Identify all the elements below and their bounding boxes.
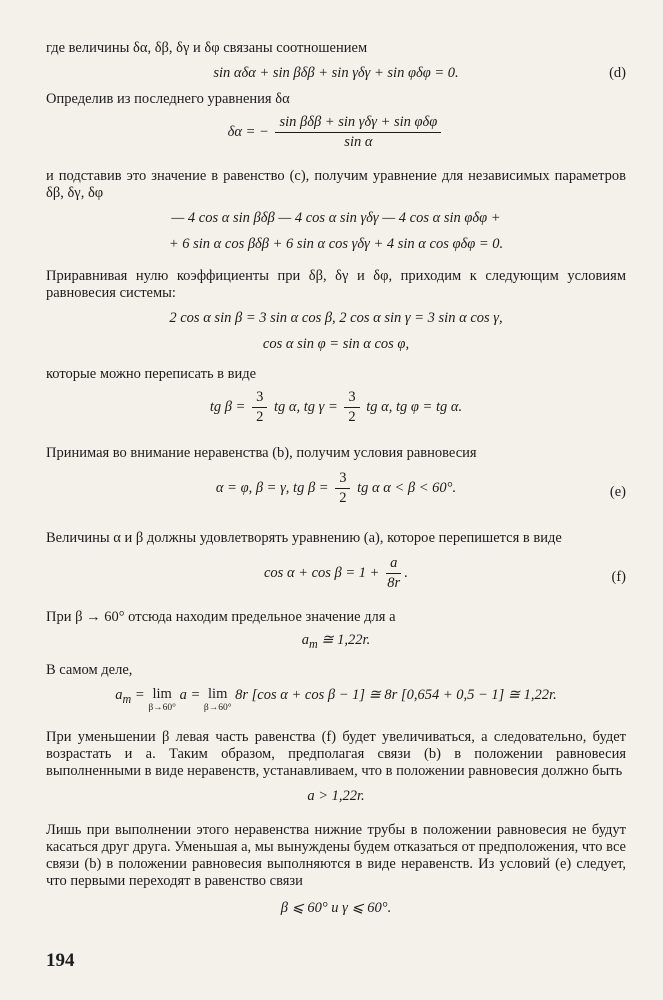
equation-inequality: a > 1,22r.	[307, 788, 365, 804]
equation-d	[46, 65, 626, 85]
limit-am-subscript: m	[122, 691, 132, 706]
fraction-numerator: 3	[335, 470, 350, 489]
fraction-numerator: 3	[252, 389, 267, 408]
paragraph-magnitudes: Величины α и β должны удовлетворять уравнению (а), которое перепишется в виде	[46, 530, 562, 546]
tangents-part-c: tg α, tg φ = tg α.	[366, 398, 463, 415]
fraction-numerator: 3	[344, 389, 359, 408]
equation-long-line1: — 4 cos α sin βδβ — 4 cos α sin γδγ — 4 cos α sin φδφ +	[171, 210, 501, 226]
paragraph-indeed: В самом деле,	[46, 662, 133, 678]
limit-a: a =	[179, 687, 201, 703]
tangents-part-a: tg β =	[209, 398, 246, 415]
equation-delta-alpha	[46, 114, 626, 158]
paragraph-substitute: и подставив это значение в равенство (с), получим уравнение для независимых параметров δβ, δγ, δφ	[46, 168, 626, 201]
equation-conditions-line2: cos α sin φ = sin α cos φ,	[262, 336, 410, 352]
paragraph-limit-intro: При β → 60° отсюда находим предельное значение для a	[46, 609, 396, 625]
equation-tangents	[46, 389, 626, 435]
equation-f-tag: (f)	[611, 569, 626, 585]
limit-word: lim	[152, 686, 172, 702]
equation-limit	[46, 687, 626, 723]
fraction-three-halves-3	[335, 470, 350, 507]
paragraph-determine: Определив из последнего уравнения δα	[46, 91, 290, 107]
paragraph-decreasing: При уменьшении β левая часть равенства (f) будет увеличиваться, а следовательно, будет возрастать и a. Таким образом, предполагая связи (b) в положении равновесия выполненными в виде неравенств, устанавливаем, что в положении равновесия должно быть	[46, 729, 626, 779]
equation-f	[46, 555, 626, 601]
equation-long-line2: + 6 sin α cos βδβ + 6 sin α cos γδγ + 4 sin α cos φδφ = 0.	[168, 236, 504, 252]
equation-am	[46, 632, 626, 654]
fraction-three-halves-2	[344, 389, 359, 426]
limit-equals: =	[134, 687, 145, 703]
paragraph-rewrite: которые можно переписать в виде	[46, 366, 257, 382]
fraction-denominator: 2	[348, 409, 356, 425]
delta-alpha-denominator: sin α	[344, 134, 373, 150]
limit-operator-1	[148, 687, 176, 715]
delta-alpha-numerator: sin βδβ + sin γδγ + sin φδφ	[275, 114, 441, 133]
paragraph-intro: где величины δα, δβ, δγ и δφ связаны соотношением	[46, 40, 368, 56]
equation-d-body: sin αδα + sin βδβ + sin γδγ + sin φδφ = 0.	[213, 65, 459, 81]
fraction-three-halves-1	[252, 389, 267, 426]
paragraph-only-when: Лишь при выполнении этого неравенства нижние трубы в положении равновесия не будут касаться друг друга. Уменьшая a, мы вынуждены будем отказаться от предположения, что все связи (b) в положении равновесия выполняются в виде неравенств. Из условий (е) следует, что первыми переходят в равенство связи	[46, 822, 626, 889]
equation-conditions-line1: 2 cos α sin β = 3 sin α cos β, 2 cos α sin γ = 3 sin α cos γ,	[169, 310, 503, 326]
limit-subscript: β→60°	[203, 703, 232, 713]
paragraph-considering: Принимая во внимание неравенства (b), получим условия равновесия	[46, 445, 477, 461]
equation-e	[46, 470, 626, 516]
delta-alpha-fraction	[275, 114, 441, 151]
paragraph-equate: Приравнивая нулю коэффициенты при δβ, δγ и δφ, приходим к следующим условиям равновесия системы:	[46, 268, 626, 301]
fraction-denominator: 2	[339, 490, 347, 506]
fraction-a-over-8r	[386, 555, 401, 592]
page-body	[46, 34, 626, 922]
equation-e-part-a: α = φ, β = γ, tg β =	[215, 479, 329, 496]
am-value: ≅ 1,22r.	[321, 632, 371, 648]
equation-f-lhs: cos α + cos β = 1 +	[264, 564, 380, 581]
equation-e-tag: (e)	[609, 484, 626, 500]
delta-alpha-lhs: δα = −	[227, 123, 269, 140]
fraction-denominator: 2	[256, 409, 264, 425]
equation-f-period: .	[404, 564, 408, 581]
fraction-numerator: a	[386, 555, 401, 574]
limit-operator-2	[204, 687, 232, 715]
equation-final: β ⩽ 60° и γ ⩽ 60°.	[280, 900, 392, 916]
limit-am-symbol: a	[115, 687, 123, 703]
equation-d-tag: (d)	[609, 65, 626, 81]
equation-e-part-b: tg α α < β < 60°.	[357, 479, 457, 496]
limit-rest: 8r [cos α + cos β − 1] ≅ 8r [0,654 + 0,5 − 1] ≅ 1,22r.	[235, 687, 557, 703]
limit-subscript: β→60°	[148, 703, 176, 713]
tangents-part-b: tg α, tg γ =	[273, 398, 338, 415]
page-number: 194	[46, 950, 75, 971]
am-subscript: m	[309, 636, 318, 651]
fraction-denominator: 8r	[387, 575, 401, 591]
limit-word: lim	[208, 686, 228, 702]
am-symbol: a	[301, 632, 310, 648]
